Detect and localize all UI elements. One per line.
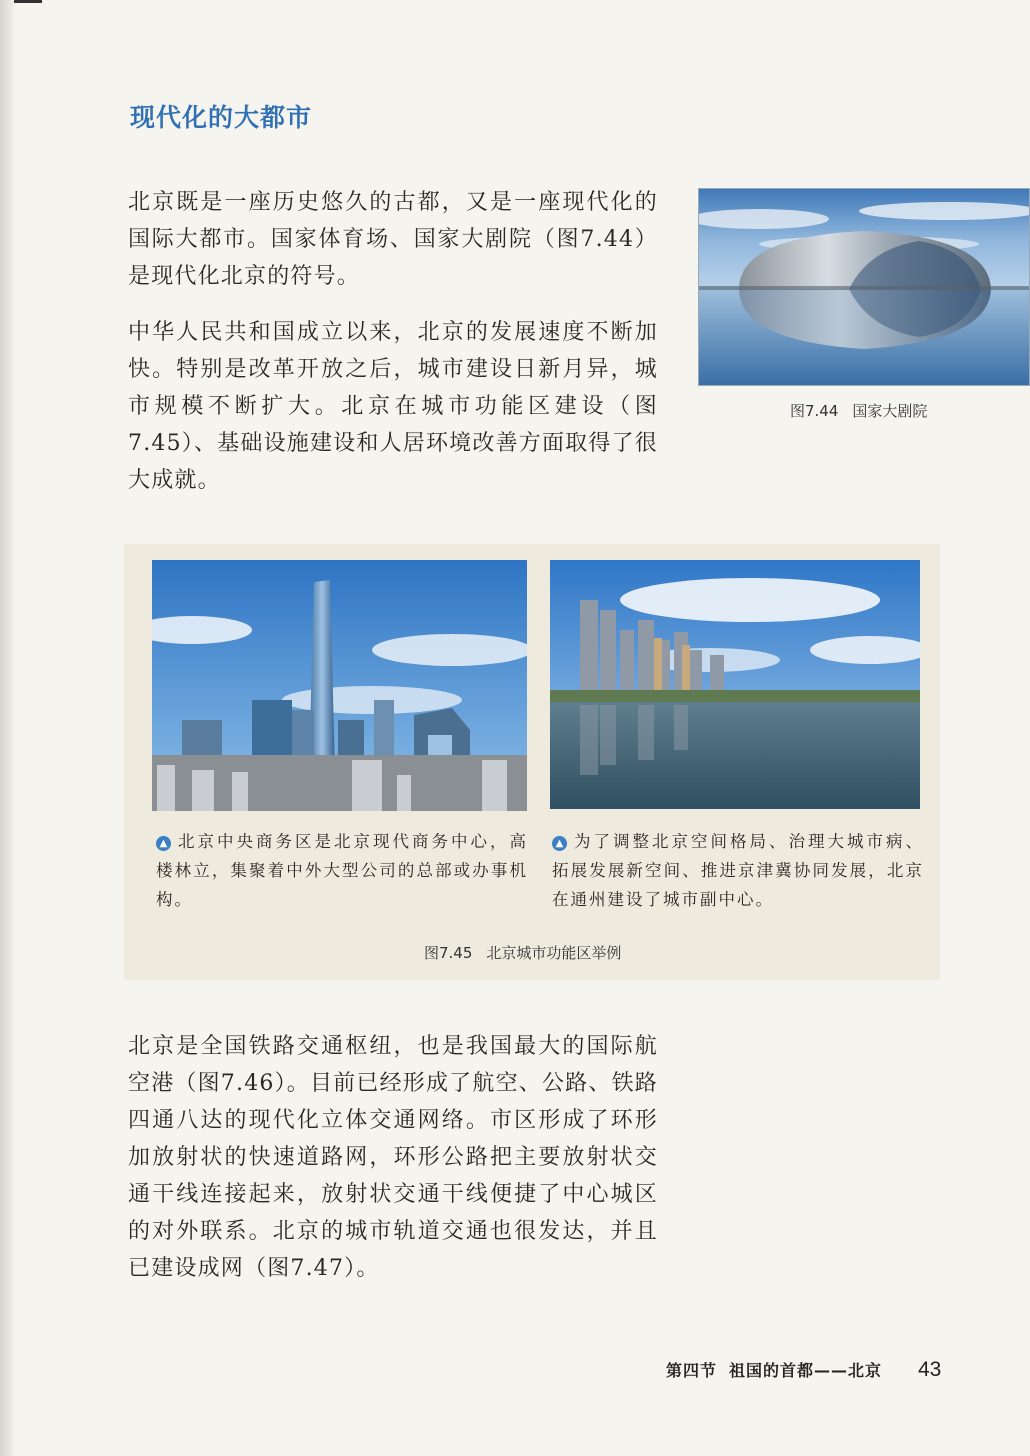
- paragraph-intro: 北京既是一座历史悠久的古都，又是一座现代化的国际大都市。国家体育场、国家大剧院（图7.44）是现代化北京的符号。: [128, 190, 658, 289]
- scan-corner-mark: [14, 0, 42, 17]
- photo-tongzhou-subcenter: [550, 560, 920, 809]
- up-triangle-circle-icon: ▲: [552, 836, 567, 851]
- figure-title: 北京城市功能区举例: [486, 944, 622, 962]
- paragraph-development: 中华人民共和国成立以来，北京的发展速度不断加快。特别是改革开放之后，城市建设日新月异，城市规模不断扩大。北京在城市功能区建设（图7.45）、基础设施建设和人居环境改善方面取得了很大成就。: [128, 320, 658, 493]
- figure-7-45-caption: [424, 942, 621, 963]
- footer-section: 第四节: [666, 1361, 718, 1380]
- theatre-illustration: [699, 189, 1029, 385]
- photo-beijing-cbd: [152, 560, 527, 811]
- tongzhou-river-illustration: [550, 560, 920, 809]
- up-triangle-circle-icon: ▲: [156, 836, 171, 851]
- figure-number: 图7.45: [424, 944, 473, 962]
- page-number: 43: [918, 1358, 942, 1381]
- page-binding-edge: [0, 0, 16, 1456]
- right-caption-text: 为了调整北京空间格局、治理大城市病、拓展发展新空间、推进京津冀协同发展，北京在通州建设了城市副中心。: [552, 832, 924, 909]
- figure-number: 图7.44: [790, 402, 839, 420]
- figure-7-45-left-caption: [156, 827, 528, 914]
- figure-title: 国家大剧院: [852, 402, 928, 420]
- left-caption-text: 北京中央商务区是北京现代商务中心，高楼林立，集聚着中外大型公司的总部或办事机构。: [156, 832, 528, 909]
- cbd-skyline-illustration: [152, 560, 527, 811]
- figure-7-45-right-caption: [552, 827, 924, 914]
- figure-7-44-caption: [790, 400, 927, 421]
- footer-chapter: 祖国的首都——北京: [729, 1361, 883, 1380]
- paragraph-transportation: 北京是全国铁路交通枢纽，也是我国最大的国际航空港（图7.46）。目前已经形成了航空、公路、铁路四通八达的现代化立体交通网络。市区形成了环形加放射状的快速道路网，环形公路把主要放射状交通干线连接起来，放射状交通干线便捷了中心城区的对外联系。北京的城市轨道交通也很发达，并且已建设成网（图7.47）。: [128, 1034, 658, 1281]
- section-heading: 现代化的大都市: [130, 103, 313, 132]
- photo-national-grand-theatre: [698, 188, 1030, 386]
- page-footer: [666, 1358, 882, 1381]
